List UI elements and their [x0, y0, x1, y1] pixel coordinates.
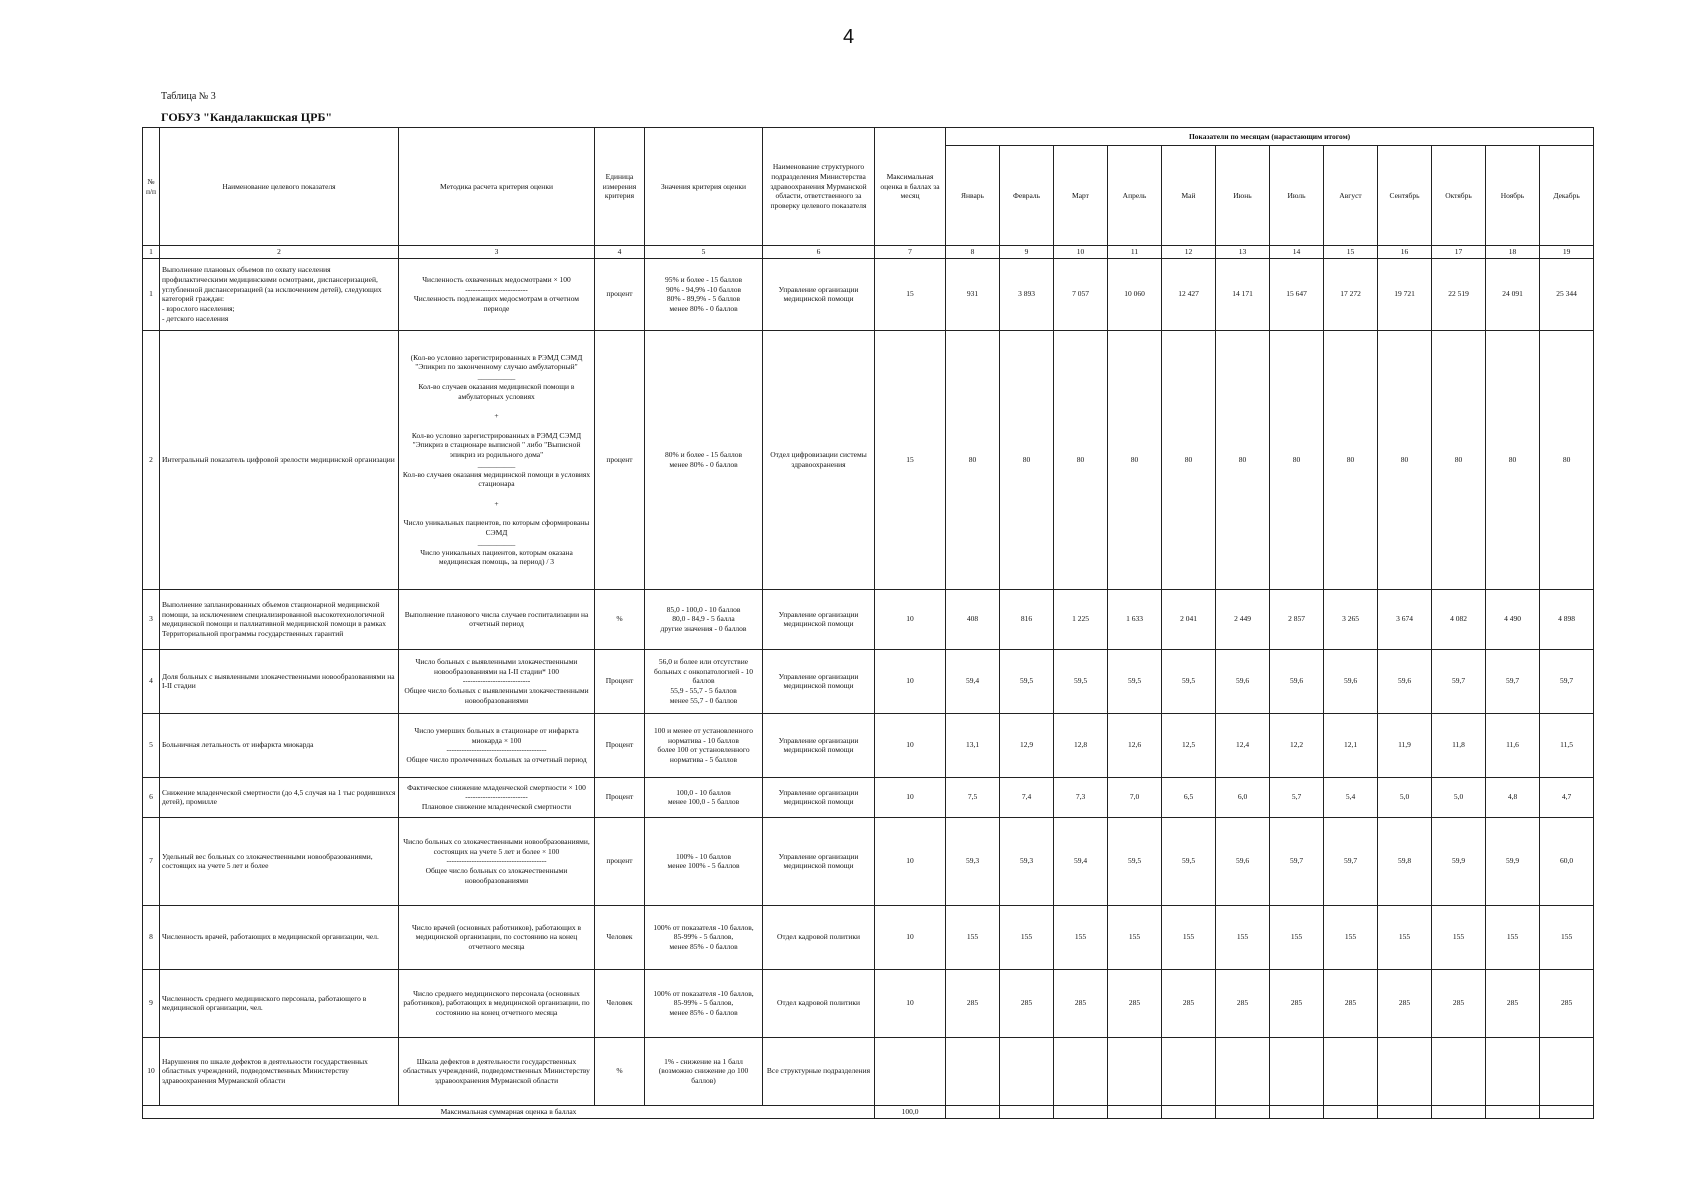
row-month-value: 6,0: [1216, 777, 1270, 817]
row-method: Выполнение планового числа случаев госпитализации на отчетный период: [399, 589, 595, 649]
row-month-value: 59,5: [1054, 649, 1108, 713]
column-number: 3: [399, 246, 595, 259]
row-month-value: 816: [1000, 589, 1054, 649]
table-title: ГОБУЗ "Кандалакшская ЦРБ": [161, 110, 333, 124]
header-method: Методика расчета критерия оценки: [399, 128, 595, 246]
row-month-value: 285: [1540, 969, 1594, 1037]
row-name: Интегральный показатель цифровой зрелости медицинской организации: [160, 330, 399, 589]
row-month-value: [1486, 1037, 1540, 1105]
row-month-value: 12,4: [1216, 713, 1270, 777]
row-name: Доля больных с выявленными злокачественными новообразованиями на I-II стадии: [160, 649, 399, 713]
row-month-value: 285: [1324, 969, 1378, 1037]
row-month-value: 59,7: [1432, 649, 1486, 713]
row-unit: процент: [595, 817, 645, 905]
row-month-value: [1216, 1037, 1270, 1105]
row-month-value: 3 893: [1000, 258, 1054, 330]
row-month-value: 11,8: [1432, 713, 1486, 777]
row-month-value: 17 272: [1324, 258, 1378, 330]
row-num: 5: [143, 713, 160, 777]
row-month-value: 59,5: [1162, 817, 1216, 905]
header-max: Максимальная оценка в баллах за месяц: [875, 128, 946, 246]
header-month: Сентябрь: [1378, 146, 1432, 246]
row-month-value: 155: [1270, 905, 1324, 969]
row-dept: Управление организации медицинской помощи: [763, 589, 875, 649]
row-month-value: 12 427: [1162, 258, 1216, 330]
row-month-value: 59,5: [1162, 649, 1216, 713]
header-dept: Наименование структурного подразделения Министерства здравоохранения Мурманской области, ответственного за проверку целевого показателя: [763, 128, 875, 246]
row-name: Выполнение запланированных объемов стационарной медицинской помощи, за исключением специализированной высокотехнологичной медицинской помощи и паллиативной медицинской помощи в рамках Территориальной программы государственных гарантий: [160, 589, 399, 649]
row-name: Снижение младенческой смертности (до 4,5 случая на 1 тыс родившихся детей), промилле: [160, 777, 399, 817]
column-number: 18: [1486, 246, 1540, 259]
row-month-value: 12,8: [1054, 713, 1108, 777]
table-row: [143, 649, 1594, 713]
row-month-value: 12,6: [1108, 713, 1162, 777]
row-dept: Управление организации медицинской помощи: [763, 258, 875, 330]
row-month-value: 59,3: [946, 817, 1000, 905]
row-values: 100 и менее от установленного норматива - 10 баллов более 100 от установленного норматива - 5 баллов: [645, 713, 763, 777]
row-month-value: 59,7: [1540, 649, 1594, 713]
row-dept: Управление организации медицинской помощи: [763, 649, 875, 713]
row-month-value: 285: [1108, 969, 1162, 1037]
row-max: 10: [875, 713, 946, 777]
row-month-value: 155: [1216, 905, 1270, 969]
column-number: 4: [595, 246, 645, 259]
row-month-value: 80: [1108, 330, 1162, 589]
column-number: 11: [1108, 246, 1162, 259]
row-values: 100% от показателя -10 баллов, 85-99% - 5 баллов, менее 85% - 0 баллов: [645, 969, 763, 1037]
header-unit: Единица измерения критерия: [595, 128, 645, 246]
row-method: Число врачей (основных работников), работающих в медицинской организации, по состоянию на конец отчетного месяца: [399, 905, 595, 969]
row-month-value: 59,6: [1378, 649, 1432, 713]
row-month-value: 12,2: [1270, 713, 1324, 777]
row-values: 100,0 - 10 баллов менее 100,0 - 5 баллов: [645, 777, 763, 817]
column-number: 6: [763, 246, 875, 259]
row-max: 10: [875, 777, 946, 817]
table-row: [143, 258, 1594, 330]
row-month-value: 285: [1000, 969, 1054, 1037]
row-month-value: 59,9: [1432, 817, 1486, 905]
row-max: 10: [875, 649, 946, 713]
row-num: 7: [143, 817, 160, 905]
row-values: 100% - 10 баллов менее 100% - 5 баллов: [645, 817, 763, 905]
row-month-value: 12,5: [1162, 713, 1216, 777]
row-month-value: 4,8: [1486, 777, 1540, 817]
header-month: Август: [1324, 146, 1378, 246]
row-month-value: 24 091: [1486, 258, 1540, 330]
column-number: 7: [875, 246, 946, 259]
table-row: [143, 905, 1594, 969]
row-month-value: 285: [1432, 969, 1486, 1037]
row-month-value: 5,7: [1270, 777, 1324, 817]
column-number: 15: [1324, 246, 1378, 259]
row-dept: Отдел кадровой политики: [763, 969, 875, 1037]
row-month-value: 155: [1324, 905, 1378, 969]
row-month-value: 155: [1486, 905, 1540, 969]
header-month: Март: [1054, 146, 1108, 246]
row-month-value: 59,6: [1324, 649, 1378, 713]
row-month-value: [1054, 1037, 1108, 1105]
row-num: 10: [143, 1037, 160, 1105]
row-month-value: 25 344: [1540, 258, 1594, 330]
row-name: Удельный вес больных со злокачественными новообразованиями, состоящих на учете 5 лет и более: [160, 817, 399, 905]
row-month-value: 59,9: [1486, 817, 1540, 905]
row-month-value: 80: [1162, 330, 1216, 589]
row-max: 10: [875, 817, 946, 905]
table-row: [143, 589, 1594, 649]
table-row: [143, 969, 1594, 1037]
row-month-value: 59,8: [1378, 817, 1432, 905]
row-month-value: 155: [1378, 905, 1432, 969]
row-month-value: 80: [1378, 330, 1432, 589]
column-number: 12: [1162, 246, 1216, 259]
header-name: Наименование целевого показателя: [160, 128, 399, 246]
row-month-value: 80: [1054, 330, 1108, 589]
row-month-value: 5,0: [1378, 777, 1432, 817]
column-number: 16: [1378, 246, 1432, 259]
row-dept: Управление организации медицинской помощи: [763, 777, 875, 817]
row-month-value: 80: [1486, 330, 1540, 589]
row-unit: процент: [595, 330, 645, 589]
row-unit: Процент: [595, 713, 645, 777]
row-unit: %: [595, 1037, 645, 1105]
header-month: Октябрь: [1432, 146, 1486, 246]
row-num: 3: [143, 589, 160, 649]
row-month-value: 2 449: [1216, 589, 1270, 649]
row-method: Шкала дефектов в деятельности государственных областных учреждений, подведомственных Министерству здравоохранения Мурманской области: [399, 1037, 595, 1105]
row-month-value: 80: [1540, 330, 1594, 589]
row-month-value: 155: [946, 905, 1000, 969]
row-dept: Отдел цифровизации системы здравоохранения: [763, 330, 875, 589]
row-month-value: 2 857: [1270, 589, 1324, 649]
row-name: Численность среднего медицинского персонала, работающего в медицинской организации, чел.: [160, 969, 399, 1037]
column-number: 9: [1000, 246, 1054, 259]
header-month: Февраль: [1000, 146, 1054, 246]
row-month-value: 285: [1216, 969, 1270, 1037]
row-month-value: 285: [1162, 969, 1216, 1037]
row-month-value: 155: [1108, 905, 1162, 969]
row-month-value: 11,5: [1540, 713, 1594, 777]
row-name: Выполнение плановых объемов по охвату населения профилактическими медицинскими осмотрами, диспансеризацией, углубленной диспансеризацией (за исключением детей), следующих категорий граждан: - взрослого населения; - детского населения: [160, 258, 399, 330]
row-method: Число умерших больных в стационаре от инфаркта миокарда × 100 ---------------------------------------- Общее число пролеченных больных за отчетный период: [399, 713, 595, 777]
row-max: 10: [875, 589, 946, 649]
row-unit: Человек: [595, 905, 645, 969]
row-month-value: [1378, 1037, 1432, 1105]
row-month-value: 7 057: [1054, 258, 1108, 330]
row-month-value: 4 082: [1432, 589, 1486, 649]
row-month-value: 7,5: [946, 777, 1000, 817]
page-number: 4: [842, 26, 855, 48]
row-method: Фактическое снижение младенческой смертности × 100 ------------------------- Плановое снижение младенческой смертности: [399, 777, 595, 817]
row-month-value: [946, 1037, 1000, 1105]
row-dept: Отдел кадровой политики: [763, 905, 875, 969]
row-num: 1: [143, 258, 160, 330]
header-values: Значения критерия оценки: [645, 128, 763, 246]
row-month-value: 14 171: [1216, 258, 1270, 330]
row-num: 8: [143, 905, 160, 969]
row-num: 2: [143, 330, 160, 589]
table-row: [143, 1037, 1594, 1105]
row-method: Численность охваченных медосмотрами × 100 ------------------------- Численность подлежащих медосмотрам в отчетном периоде: [399, 258, 595, 330]
row-month-value: 59,6: [1216, 817, 1270, 905]
row-month-value: 4 490: [1486, 589, 1540, 649]
row-month-value: 2 041: [1162, 589, 1216, 649]
row-month-value: 80: [1324, 330, 1378, 589]
table-row: [143, 330, 1594, 589]
row-month-value: 7,4: [1000, 777, 1054, 817]
row-month-value: 155: [1000, 905, 1054, 969]
row-month-value: 15 647: [1270, 258, 1324, 330]
row-month-value: [1162, 1037, 1216, 1105]
row-values: 100% от показателя -10 баллов, 85-99% - 5 баллов, менее 85% - 0 баллов: [645, 905, 763, 969]
footer-label: Максимальная суммарная оценка в баллах: [143, 1105, 875, 1118]
row-month-value: 1 633: [1108, 589, 1162, 649]
row-unit: %: [595, 589, 645, 649]
row-month-value: 285: [1486, 969, 1540, 1037]
row-values: 95% и более - 15 баллов 90% - 94,9% -10 баллов 80% - 89,9% - 5 баллов менее 80% - 0 баллов: [645, 258, 763, 330]
row-month-value: 59,7: [1486, 649, 1540, 713]
row-month-value: 285: [1378, 969, 1432, 1037]
row-month-value: 12,1: [1324, 713, 1378, 777]
row-month-value: 5,0: [1432, 777, 1486, 817]
row-month-value: 60,0: [1540, 817, 1594, 905]
row-name: Нарушения по шкале дефектов в деятельности государственных областных учреждений, подведомственных Министерству здравоохранения Мурманской области: [160, 1037, 399, 1105]
table-caption: Таблица № 3: [161, 91, 216, 102]
row-month-value: [1540, 1037, 1594, 1105]
row-method: Число больных со злокачественными новообразованиями, состоящих на учете 5 лет и более × 100 ---------------------------------------- Общее число больных со злокачественными новообразованиями: [399, 817, 595, 905]
row-month-value: 11,6: [1486, 713, 1540, 777]
column-number: 10: [1054, 246, 1108, 259]
row-month-value: 80: [1432, 330, 1486, 589]
row-month-value: 59,4: [946, 649, 1000, 713]
row-month-value: 3 265: [1324, 589, 1378, 649]
column-number: 1: [143, 246, 160, 259]
row-month-value: 59,4: [1054, 817, 1108, 905]
row-month-value: 80: [946, 330, 1000, 589]
header-month: Май: [1162, 146, 1216, 246]
row-month-value: 7,0: [1108, 777, 1162, 817]
table-row: [143, 713, 1594, 777]
row-month-value: 11,9: [1378, 713, 1432, 777]
row-max: 15: [875, 330, 946, 589]
row-max: [875, 1037, 946, 1105]
footer-total: 100,0: [875, 1105, 946, 1118]
row-method: Число больных с выявленными злокачественными новообразованиями на I-II стадии* 100 --------------------------- Общее число больных с выявленными злокачественными новообразованиями: [399, 649, 595, 713]
table-row: [143, 817, 1594, 905]
row-month-value: 59,7: [1270, 817, 1324, 905]
row-name: Больничная летальность от инфаркта миокарда: [160, 713, 399, 777]
row-month-value: 80: [1270, 330, 1324, 589]
row-values: 80% и более - 15 баллов менее 80% - 0 баллов: [645, 330, 763, 589]
row-month-value: 59,5: [1108, 649, 1162, 713]
row-month-value: 10 060: [1108, 258, 1162, 330]
row-month-value: 931: [946, 258, 1000, 330]
row-values: 85,0 - 100,0 - 10 баллов 80,0 - 84,9 - 5 балла другие значения - 0 баллов: [645, 589, 763, 649]
column-number: 8: [946, 246, 1000, 259]
row-max: 15: [875, 258, 946, 330]
row-month-value: 19 721: [1378, 258, 1432, 330]
header-month: Июль: [1270, 146, 1324, 246]
column-number: 2: [160, 246, 399, 259]
row-values: 56,0 и более или отсутствие больных с онкопатологией - 10 баллов 55,9 - 55,7 - 5 баллов менее 55,7 - 0 баллов: [645, 649, 763, 713]
column-number: 19: [1540, 246, 1594, 259]
row-dept: Управление организации медицинской помощи: [763, 713, 875, 777]
row-month-value: 59,3: [1000, 817, 1054, 905]
row-month-value: [1432, 1037, 1486, 1105]
column-number: 14: [1270, 246, 1324, 259]
row-max: 10: [875, 969, 946, 1037]
row-unit: процент: [595, 258, 645, 330]
row-month-value: [1108, 1037, 1162, 1105]
row-month-value: 59,7: [1324, 817, 1378, 905]
row-month-value: 59,5: [1000, 649, 1054, 713]
row-unit: Человек: [595, 969, 645, 1037]
header-month: Июнь: [1216, 146, 1270, 246]
row-month-value: 80: [1216, 330, 1270, 589]
column-number: 5: [645, 246, 763, 259]
table-row: [143, 777, 1594, 817]
row-num: 6: [143, 777, 160, 817]
row-values: 1% - снижение на 1 балл (возможно снижение до 100 баллов): [645, 1037, 763, 1105]
row-month-value: 7,3: [1054, 777, 1108, 817]
row-month-value: 155: [1054, 905, 1108, 969]
row-method: (Кол-во условно зарегистрированных в РЭМД СЭМД "Эпикриз по законченному случаю амбулаторный" __________ Кол-во случаев оказания медицинской помощи в амбулаторных условиях + Кол-во условно зарегистрированных в РЭМД СЭМД "Эпикриз в стационаре выписной " либо "Выписной эпикриз из родильного дома" __________ Кол-во случаев оказания медицинской помощи в условиях стационара + Число уникальных пациентов, по которым сформированы СЭМД __________ Число уникальных пациентов, которым оказана медицинская помощь, за период) / 3: [399, 330, 595, 589]
row-month-value: [1270, 1037, 1324, 1105]
row-month-value: 285: [946, 969, 1000, 1037]
header-month: Декабрь: [1540, 146, 1594, 246]
row-month-value: 155: [1432, 905, 1486, 969]
row-month-value: 59,6: [1270, 649, 1324, 713]
row-month-value: 155: [1540, 905, 1594, 969]
column-number: 13: [1216, 246, 1270, 259]
row-name: Численность врачей, работающих в медицинской организации, чел.: [160, 905, 399, 969]
row-method: Число среднего медицинского персонала (основных работников), работающих в медицинской организации, по состоянию на конец отчетного месяца: [399, 969, 595, 1037]
row-month-value: 285: [1054, 969, 1108, 1037]
row-month-value: 5,4: [1324, 777, 1378, 817]
row-month-value: [1000, 1037, 1054, 1105]
header-months-group: Показатели по месяцам (нарастающим итогом): [946, 128, 1594, 146]
row-month-value: 1 225: [1054, 589, 1108, 649]
row-month-value: [1324, 1037, 1378, 1105]
row-num: 4: [143, 649, 160, 713]
row-month-value: 80: [1000, 330, 1054, 589]
row-month-value: 6,5: [1162, 777, 1216, 817]
row-month-value: 3 674: [1378, 589, 1432, 649]
row-month-value: 12,9: [1000, 713, 1054, 777]
row-month-value: 285: [1270, 969, 1324, 1037]
header-month: Апрель: [1108, 146, 1162, 246]
row-month-value: 59,6: [1216, 649, 1270, 713]
row-month-value: 408: [946, 589, 1000, 649]
row-dept: Управление организации медицинской помощи: [763, 817, 875, 905]
row-month-value: 4 898: [1540, 589, 1594, 649]
header-num: № п/п: [143, 128, 160, 246]
column-number: 17: [1432, 246, 1486, 259]
row-month-value: 13,1: [946, 713, 1000, 777]
row-max: 10: [875, 905, 946, 969]
header-month: Ноябрь: [1486, 146, 1540, 246]
row-unit: Процент: [595, 649, 645, 713]
row-unit: Процент: [595, 777, 645, 817]
row-month-value: 22 519: [1432, 258, 1486, 330]
row-month-value: 59,5: [1108, 817, 1162, 905]
row-month-value: 155: [1162, 905, 1216, 969]
row-dept: Все структурные подразделения: [763, 1037, 875, 1105]
row-num: 9: [143, 969, 160, 1037]
row-month-value: 4,7: [1540, 777, 1594, 817]
indicators-table: [142, 127, 1594, 1119]
header-month: Январь: [946, 146, 1000, 246]
